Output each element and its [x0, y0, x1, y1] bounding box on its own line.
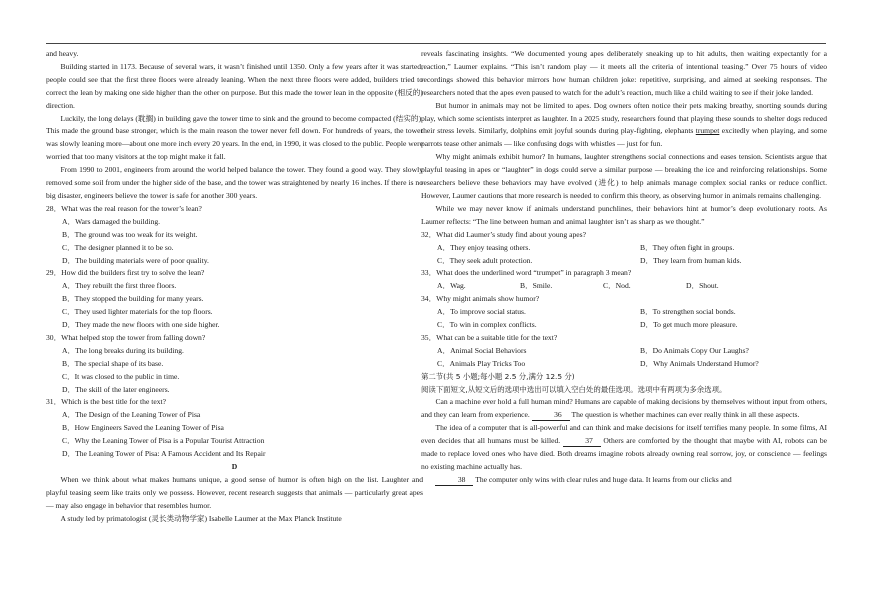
- passage-d-paragraph: [421, 100, 827, 152]
- option: C．The designer planned it to be so.: [62, 242, 174, 252]
- question-28: [46, 203, 423, 268]
- option: C．It was closed to the public in time.: [62, 371, 180, 381]
- option: C．Animals Play Tricks Too: [437, 358, 526, 368]
- cloze-paragraph: [421, 422, 827, 474]
- question-32: [421, 229, 827, 268]
- question-31: [46, 396, 423, 461]
- option: B．Smile.: [520, 281, 553, 291]
- option: B．They stopped the building for many years.: [62, 294, 204, 304]
- option: D．The building materials were of poor quality.: [62, 255, 209, 265]
- option: B．How Engineers Saved the Leaning Tower of Pisa: [62, 423, 224, 433]
- question-stem: 34．Why might animals show humor?: [421, 294, 540, 304]
- question-33: [421, 267, 827, 293]
- top-rule: [46, 43, 826, 44]
- option: A．They enjoy teasing others.: [437, 242, 531, 252]
- passage-d-paragraph: A study led by primatologist (灵长类动物学家) Isabelle Laumer at the Max Planck Institute: [60, 513, 342, 523]
- option: B．Do Animals Copy Our Laughs?: [640, 345, 749, 355]
- question-stem: 28．What was the real reason for the tower’s lean?: [46, 203, 202, 213]
- question-stem: 31．Which is the best title for the text?: [46, 397, 166, 407]
- underlined-word: trumpet: [695, 126, 720, 136]
- question-35: [421, 332, 827, 371]
- right-column: [421, 48, 827, 487]
- text-run: The question is whether machines can ever really think in all these aspects.: [569, 410, 800, 420]
- option: A．To improve social status.: [437, 307, 526, 317]
- text-run: But humor in animals may not be limited to apes. Dog owners often notice their pets making breathy, snorting sounds during play, which some scientists interpret as laughter. In a 2025 study, researchers found that playing these sounds to shelter dogs reduced their stress levels. Similarly, dolphins emit joyful sounds during play-fighting, elephants: [421, 100, 827, 136]
- option: C．They used lighter materials for the top floors.: [62, 307, 213, 317]
- question-stem: 33．What does the underlined word “trumpet” in paragraph 3 mean?: [421, 268, 632, 278]
- cloze-paragraph: [421, 396, 827, 422]
- passage-d-paragraph: While we may never know if animals understand punchlines, their behaviors hint at humor’s deep evolutionary roots. As Laumer reflects: “The line between human and animal laughter isn’t as sharp as we thought.”: [421, 203, 827, 226]
- option: D．They learn from human kids.: [640, 255, 742, 265]
- text-run: Can a machine ever hold a full human mind? Humans are capable of making decisions by themselves without input from others, and they can learn from experience.: [421, 397, 827, 420]
- option: B．The ground was too weak for its weight.: [62, 229, 198, 239]
- option: C．They seek adult protection.: [437, 255, 533, 265]
- passage-c-tail: and heavy.: [46, 49, 79, 58]
- answer-blank-38[interactable]: 38: [435, 475, 473, 486]
- option: A．The long breaks during its building.: [62, 345, 184, 355]
- question-stem: 29．How did the builders first try to solve the lean?: [46, 268, 205, 278]
- left-column: [46, 48, 423, 526]
- option: B．To strengthen social bonds.: [640, 307, 736, 317]
- cloze-paragraph: [421, 474, 827, 487]
- answer-blank-36[interactable]: 36: [532, 410, 570, 421]
- text-run: Others are comforted by the thought that maybe with AI, robots can be made to replace loved ones who have died. Both dreams imagine robots already owning real sorrow, joy, or conscience — feelings no existing machine actually has.: [421, 436, 827, 471]
- passage-c-paragraph: Luckily, the long delays (耽搁) in building gave the tower time to sink and the ground to become compacted (结实的). This made the ground base stronger, which is the main reason the tower never fell down. For hundreds of years, the tower was slowly leaning more—about one more inch every 20 years. In the end, in 1990, it was closed to the public. People were worried that too many visitors at the top might make it fall.: [46, 113, 423, 162]
- text-run: excitedly when playing, and some parrots tease other animals — like confusing dogs with whistles — just for fun.: [421, 126, 827, 149]
- text-run: The idea of a computer that is all-powerful and can think and make decisions for itself terrifies many people. In some films, AI even decides that all humans must be killed.: [421, 423, 827, 446]
- passage-d-paragraph: When we think about what makes humans unique, a good sense of humor is often high on the list. Laughter and playful teasing seem like traits only we possess. However, recent research suggests that animals — particularly great apes — may also engage in behavior that resembles humor.: [46, 474, 423, 510]
- option: A．Wag.: [437, 281, 466, 291]
- passage-d-paragraph: reveals fascinating insights. “We documented young apes deliberately sneaking up to hit adults, then waiting expectantly for a reaction,” Laumer explains. “This isn’t random play — it meets all the criteria of intentional teasing.” Over 75 hours of video recordings showed this behavior mirrors how human children joke: repetitive, surprising, and aimed at seeking responses. The researchers noted that the apes even paused to watch for the adult’s reaction, much like a child waiting to see if their joke landed.: [421, 49, 827, 97]
- option: D．The Leaning Tower of Pisa: A Famous Accident and Its Repair: [62, 449, 266, 459]
- question-30: [46, 332, 423, 397]
- question-29: [46, 267, 423, 332]
- option: D．They made the new floors with one side higher.: [62, 320, 220, 330]
- text-run: The computer only wins with clear rules and huge data. It learns from our clicks and: [473, 474, 732, 484]
- answer-blank-37[interactable]: 37: [563, 436, 601, 447]
- section-2-instructions: 阅读下面短文,从短文后的选项中选出可以填入空白处的最佳选项。选项中有两项为多余选项。: [421, 384, 727, 394]
- option: C．Nod.: [603, 281, 631, 291]
- question-34: [421, 293, 827, 332]
- option: A．Wars damaged the building.: [62, 216, 161, 226]
- passage-d-paragraph: Why might animals exhibit humor? In humans, laughter strengthens social connections and eases tension. Scientists argue that playful teasing in apes or “laughter” in dogs could serve a similar purpose — breaking the ice and reinforcing relationships. Some researchers believe these behaviors may have evolved (进化) to help animals manage complex social ranks or reduce conflict. However, Laumer cautions that more research is needed to confirm this theory, as observing humor in animals remains challenging.: [421, 152, 827, 200]
- option: D．To get much more pleasure.: [640, 320, 738, 330]
- question-stem: 35．What can be a suitable title for the text?: [421, 332, 558, 342]
- option: D．Shout.: [686, 281, 719, 291]
- option: C．To win in complex conflicts.: [437, 320, 537, 330]
- question-stem: 30．What helped stop the tower from falling down?: [46, 332, 206, 342]
- option: D．The skill of the later engineers.: [62, 384, 170, 394]
- section-2-title: 第二节(共 5 小题;每小题 2.5 分,满分 12.5 分): [421, 371, 575, 381]
- section-label-d: D: [231, 462, 238, 471]
- option: A．Animal Social Behaviors: [437, 345, 527, 355]
- option: D．Why Animals Understand Humor?: [640, 358, 759, 368]
- option: B．The special shape of its base.: [62, 358, 164, 368]
- option: A．They rebuilt the first three floors.: [62, 281, 177, 291]
- option: B．They often fight in groups.: [640, 242, 735, 252]
- passage-c-paragraph: Building started in 1173. Because of several wars, it wasn’t finished until 1350. Only a few years after it was started, people could see that the first three floors were already leaning. When the next three floors were added, builders tried to correct the lean by making one side higher than the other on purpose. But this made the tower lean in the opposite (相反的) direction.: [46, 61, 423, 110]
- option: A．The Design of the Leaning Tower of Pisa: [62, 410, 201, 420]
- passage-c-paragraph: From 1990 to 2001, engineers from around the world helped balance the tower. They found a good way. They slowly removed some soil from under the higher side of the base, and the tower was straightened by nearly 16 inches. If there is no big disaster, engineers believe the tower is safe for another 300 years.: [46, 165, 423, 200]
- question-stem: 32．What did Laumer’s study find about young apes?: [421, 229, 586, 239]
- option: C．Why the Leaning Tower of Pisa is a Popular Tourist Attraction: [62, 436, 265, 446]
